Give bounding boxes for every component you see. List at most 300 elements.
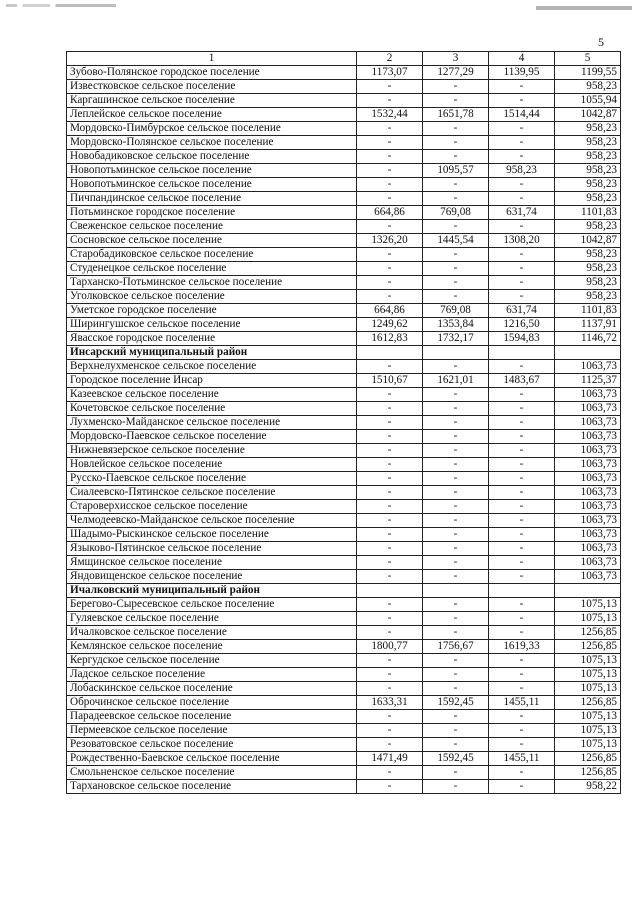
table-row	[67, 612, 621, 626]
value-col-5-cell: 1256,85	[555, 640, 621, 654]
value-col-5-cell: 1256,85	[555, 626, 621, 640]
value-col-3-cell: -	[423, 486, 489, 500]
value-col-4-cell: 1139,95	[489, 66, 555, 80]
value-col-5-cell: 1256,85	[555, 752, 621, 766]
value-col-5-cell: 1125,37	[555, 374, 621, 388]
value-col-4-cell: -	[489, 276, 555, 290]
settlement-name-cell: Языково-Пятинское сельское поселение	[67, 542, 357, 556]
settlement-name-cell: Явасское городское поселение	[67, 332, 357, 346]
value-col-3-cell: -	[423, 136, 489, 150]
value-col-3-cell: 769,08	[423, 206, 489, 220]
value-col-4-cell: -	[489, 178, 555, 192]
value-col-4-cell: -	[489, 598, 555, 612]
table-row	[67, 696, 621, 710]
table-row	[67, 430, 621, 444]
value-col-3-cell: 1353,84	[423, 318, 489, 332]
settlement-name-cell: Верхнелухменское сельское поселение	[67, 360, 357, 374]
value-col-5-cell: 1063,73	[555, 402, 621, 416]
table-row	[67, 178, 621, 192]
value-col-4-cell: -	[489, 402, 555, 416]
settlement-name-cell: Берегово-Сыресевское сельское поселение	[67, 598, 357, 612]
value-col-2-cell: 1612,83	[357, 332, 423, 346]
table-row	[67, 276, 621, 290]
value-col-4-cell: -	[489, 710, 555, 724]
table-row	[67, 444, 621, 458]
value-col-3-cell: -	[423, 402, 489, 416]
value-col-5-cell: 958,23	[555, 262, 621, 276]
value-col-3-cell: -	[423, 556, 489, 570]
value-col-4-cell	[489, 346, 555, 360]
value-col-3-cell: -	[423, 710, 489, 724]
value-col-5-cell: 1075,13	[555, 682, 621, 696]
header-col-1: 1	[67, 52, 357, 66]
settlement-name-cell: Сиалеевско-Пятинское сельское поселение	[67, 486, 357, 500]
value-col-5-cell: 1075,13	[555, 710, 621, 724]
value-col-4-cell: 958,23	[489, 164, 555, 178]
settlement-name-cell: Ичалковское сельское поселение	[67, 626, 357, 640]
value-col-4-cell: -	[489, 780, 555, 794]
value-col-4-cell: -	[489, 724, 555, 738]
settlement-name-cell: Кемлянское сельское поселение	[67, 640, 357, 654]
value-col-3-cell: -	[423, 220, 489, 234]
value-col-4-cell: -	[489, 388, 555, 402]
settlement-name-cell: Леплейское сельское поселение	[67, 108, 357, 122]
value-col-4-cell: -	[489, 290, 555, 304]
table-row	[67, 654, 621, 668]
table-row	[67, 626, 621, 640]
value-col-4-cell: -	[489, 668, 555, 682]
table-row	[67, 206, 621, 220]
table-row	[67, 752, 621, 766]
value-col-4-cell: -	[489, 262, 555, 276]
value-col-4-cell: 1619,33	[489, 640, 555, 654]
value-col-5-cell: 1063,73	[555, 388, 621, 402]
settlement-name-cell: Смольненское сельское поселение	[67, 766, 357, 780]
value-col-5-cell: 1199,55	[555, 66, 621, 80]
value-col-4-cell: -	[489, 570, 555, 584]
value-col-5-cell: 958,23	[555, 248, 621, 262]
table-row	[67, 332, 621, 346]
district-header-row	[67, 584, 621, 598]
table-row	[67, 192, 621, 206]
value-col-5-cell: 1075,13	[555, 724, 621, 738]
value-col-5-cell: 1063,73	[555, 430, 621, 444]
value-col-3-cell: -	[423, 416, 489, 430]
value-col-2-cell: 1249,62	[357, 318, 423, 332]
settlement-name-cell: Лухменско-Майданское сельское поселение	[67, 416, 357, 430]
table-row	[67, 598, 621, 612]
value-col-4-cell: 1308,20	[489, 234, 555, 248]
value-col-3-cell: -	[423, 80, 489, 94]
value-col-3-cell	[423, 346, 489, 360]
table-row	[67, 94, 621, 108]
table-row	[67, 108, 621, 122]
value-col-5-cell: 958,23	[555, 192, 621, 206]
header-col-3: 3	[423, 52, 489, 66]
value-col-4-cell: -	[489, 458, 555, 472]
value-col-5-cell: 1042,87	[555, 234, 621, 248]
value-col-3-cell: -	[423, 248, 489, 262]
value-col-3-cell: -	[423, 290, 489, 304]
value-col-5-cell: 1063,73	[555, 360, 621, 374]
value-col-3-cell: -	[423, 570, 489, 584]
value-col-5-cell: 1063,73	[555, 542, 621, 556]
table-row	[67, 136, 621, 150]
value-col-5-cell: 1063,73	[555, 458, 621, 472]
value-col-2-cell: -	[357, 402, 423, 416]
settlement-name-cell: Лобаскинское сельское поселение	[67, 682, 357, 696]
settlement-name-cell: Гуляевское сельское поселение	[67, 612, 357, 626]
value-col-3-cell: -	[423, 668, 489, 682]
value-col-4-cell: -	[489, 416, 555, 430]
settlement-name-cell: Городское поселение Инсар	[67, 374, 357, 388]
value-col-2-cell: 1471,49	[357, 752, 423, 766]
value-col-2-cell: -	[357, 766, 423, 780]
value-col-4-cell: -	[489, 220, 555, 234]
value-col-4-cell: -	[489, 136, 555, 150]
settlement-name-cell: Яндовищенское сельское поселение	[67, 570, 357, 584]
value-col-5-cell: 1075,13	[555, 738, 621, 752]
value-col-2-cell: -	[357, 360, 423, 374]
value-col-4-cell: -	[489, 248, 555, 262]
value-col-5-cell: 1101,83	[555, 206, 621, 220]
value-col-5-cell: 1063,73	[555, 500, 621, 514]
value-col-3-cell: -	[423, 514, 489, 528]
header-col-2: 2	[357, 52, 423, 66]
table-row	[67, 766, 621, 780]
value-col-3-cell: 1592,45	[423, 752, 489, 766]
value-col-2-cell: -	[357, 248, 423, 262]
value-col-3-cell: -	[423, 276, 489, 290]
value-col-3-cell: 1445,54	[423, 234, 489, 248]
table-row	[67, 122, 621, 136]
table-row	[67, 528, 621, 542]
table-row	[67, 66, 621, 80]
value-col-5-cell: 1063,73	[555, 472, 621, 486]
settlement-name-cell: Нижневязерское сельское поселение	[67, 444, 357, 458]
value-col-5-cell: 1256,85	[555, 696, 621, 710]
value-col-4-cell: -	[489, 122, 555, 136]
value-col-5-cell: 1075,13	[555, 668, 621, 682]
value-col-5-cell: 1063,73	[555, 444, 621, 458]
settlement-name-cell: Резоватовское сельское поселение	[67, 738, 357, 752]
header-col-5: 5	[555, 52, 621, 66]
settlement-name-cell: Ладское сельское поселение	[67, 668, 357, 682]
value-col-3-cell: -	[423, 388, 489, 402]
settlement-name-cell: Русско-Паевское сельское поселение	[67, 472, 357, 486]
value-col-3-cell: -	[423, 598, 489, 612]
value-col-2-cell: -	[357, 738, 423, 752]
settlement-name-cell: Старобадиковское сельское поселение	[67, 248, 357, 262]
value-col-4-cell: 1455,11	[489, 752, 555, 766]
value-col-3-cell: -	[423, 360, 489, 374]
value-col-2-cell: -	[357, 150, 423, 164]
value-col-4-cell: -	[489, 94, 555, 108]
page-number: 5	[598, 35, 604, 49]
value-col-2-cell: -	[357, 528, 423, 542]
value-col-4-cell: -	[489, 654, 555, 668]
value-col-5-cell: 958,23	[555, 80, 621, 94]
settlement-name-cell: Студенецкое сельское поселение	[67, 262, 357, 276]
settlement-name-cell: Тархановское сельское поселение	[67, 780, 357, 794]
value-col-4-cell: -	[489, 472, 555, 486]
value-col-5-cell: 958,23	[555, 290, 621, 304]
value-col-5-cell: 1063,73	[555, 416, 621, 430]
value-col-2-cell	[357, 584, 423, 598]
table-row	[67, 80, 621, 94]
table-header-row	[67, 52, 621, 66]
value-col-2-cell: 1532,44	[357, 108, 423, 122]
settlement-name-cell: Казеевское сельское поселение	[67, 388, 357, 402]
value-col-4-cell	[489, 584, 555, 598]
value-col-3-cell: -	[423, 430, 489, 444]
value-col-5-cell: 1063,73	[555, 514, 621, 528]
value-col-3-cell: 769,08	[423, 304, 489, 318]
table-row	[67, 374, 621, 388]
value-col-4-cell: 1455,11	[489, 696, 555, 710]
value-col-2-cell: -	[357, 80, 423, 94]
table-row	[67, 668, 621, 682]
value-col-3-cell: -	[423, 150, 489, 164]
value-col-5-cell: 1055,94	[555, 94, 621, 108]
value-col-2-cell: -	[357, 444, 423, 458]
value-col-4-cell: -	[489, 682, 555, 696]
value-col-2-cell: -	[357, 612, 423, 626]
value-col-5-cell: 958,23	[555, 220, 621, 234]
scan-artifact-right	[512, 6, 632, 10]
value-col-5-cell: 1256,85	[555, 766, 621, 780]
value-col-2-cell: 1800,77	[357, 640, 423, 654]
settlement-name-cell: Уголковское сельское поселение	[67, 290, 357, 304]
value-col-5-cell: 1063,73	[555, 556, 621, 570]
value-col-3-cell: -	[423, 262, 489, 276]
value-col-2-cell: -	[357, 136, 423, 150]
value-col-4-cell: -	[489, 192, 555, 206]
value-col-5-cell: 1075,13	[555, 654, 621, 668]
table-body	[67, 52, 621, 794]
table-row	[67, 500, 621, 514]
value-col-2-cell: 1633,31	[357, 696, 423, 710]
table-row	[67, 318, 621, 332]
settlement-name-cell: Оброчинское сельское поселение	[67, 696, 357, 710]
table-row	[67, 780, 621, 794]
table-row	[67, 556, 621, 570]
value-col-4-cell: -	[489, 150, 555, 164]
value-col-4-cell: -	[489, 766, 555, 780]
settlement-name-cell: Тарханско-Потьминское сельское поселение	[67, 276, 357, 290]
value-col-2-cell: -	[357, 122, 423, 136]
table-row	[67, 710, 621, 724]
value-col-5-cell: 958,23	[555, 122, 621, 136]
value-col-4-cell: -	[489, 486, 555, 500]
value-col-2-cell: 1173,07	[357, 66, 423, 80]
settlement-name-cell: Рождественно-Баевское сельское поселение	[67, 752, 357, 766]
table-row	[67, 640, 621, 654]
value-col-4-cell: 1514,44	[489, 108, 555, 122]
settlement-name-cell: Староверхисское сельское поселение	[67, 500, 357, 514]
table-row	[67, 360, 621, 374]
value-col-2-cell: -	[357, 430, 423, 444]
settlement-name-cell: Зубово-Полянское городское поселение	[67, 66, 357, 80]
value-col-5-cell	[555, 584, 621, 598]
value-col-3-cell: -	[423, 528, 489, 542]
value-col-3-cell: -	[423, 724, 489, 738]
table-row	[67, 542, 621, 556]
value-col-5-cell: 1137,91	[555, 318, 621, 332]
table-row	[67, 682, 621, 696]
value-col-4-cell: -	[489, 430, 555, 444]
value-col-5-cell: 958,23	[555, 136, 621, 150]
settlement-name-cell: Уметское городское поселение	[67, 304, 357, 318]
value-col-5-cell: 958,23	[555, 164, 621, 178]
value-col-5-cell: 1063,73	[555, 570, 621, 584]
settlement-name-cell: Ичалковский муниципальный район	[67, 584, 357, 598]
value-col-3-cell: -	[423, 178, 489, 192]
table-row	[67, 738, 621, 752]
settlement-name-cell: Мордовско-Паевское сельское поселение	[67, 430, 357, 444]
value-col-3-cell	[423, 584, 489, 598]
value-col-2-cell: -	[357, 276, 423, 290]
value-col-2-cell: -	[357, 486, 423, 500]
value-col-2-cell: 664,86	[357, 304, 423, 318]
header-col-4: 4	[489, 52, 555, 66]
value-col-4-cell: -	[489, 612, 555, 626]
settlement-name-cell: Кочетовское сельское поселение	[67, 402, 357, 416]
value-col-3-cell: 1095,57	[423, 164, 489, 178]
table-row	[67, 220, 621, 234]
value-col-3-cell: -	[423, 94, 489, 108]
value-col-5-cell: 958,22	[555, 780, 621, 794]
value-col-2-cell: -	[357, 416, 423, 430]
value-col-4-cell: 631,74	[489, 206, 555, 220]
value-col-5-cell: 958,23	[555, 276, 621, 290]
value-col-2-cell: -	[357, 290, 423, 304]
value-col-4-cell: -	[489, 500, 555, 514]
table-row	[67, 234, 621, 248]
table-row	[67, 388, 621, 402]
value-col-3-cell: 1592,45	[423, 696, 489, 710]
value-col-3-cell: -	[423, 780, 489, 794]
value-col-3-cell: -	[423, 738, 489, 752]
value-col-2-cell: -	[357, 514, 423, 528]
table-row	[67, 164, 621, 178]
table-row	[67, 724, 621, 738]
settlement-name-cell: Свеженское сельское поселение	[67, 220, 357, 234]
table-row	[67, 402, 621, 416]
value-col-2-cell: -	[357, 626, 423, 640]
value-col-2-cell: -	[357, 598, 423, 612]
settlement-name-cell: Потьминское городское поселение	[67, 206, 357, 220]
value-col-2-cell: -	[357, 94, 423, 108]
value-col-5-cell: 1146,72	[555, 332, 621, 346]
value-col-5-cell: 1075,13	[555, 612, 621, 626]
value-col-4-cell: -	[489, 528, 555, 542]
value-col-3-cell: -	[423, 458, 489, 472]
settlement-name-cell: Мордовско-Пимбурское сельское поселение	[67, 122, 357, 136]
table-row	[67, 486, 621, 500]
table-row	[67, 416, 621, 430]
value-col-2-cell: -	[357, 220, 423, 234]
table-row	[67, 248, 621, 262]
settlement-name-cell: Новобадиковское сельское поселение	[67, 150, 357, 164]
value-col-5-cell: 1063,73	[555, 528, 621, 542]
table-row	[67, 458, 621, 472]
table-row	[67, 570, 621, 584]
value-col-2-cell: -	[357, 724, 423, 738]
tariff-table	[66, 51, 621, 794]
value-col-3-cell: 1621,01	[423, 374, 489, 388]
value-col-4-cell: 1483,67	[489, 374, 555, 388]
value-col-5-cell: 958,23	[555, 150, 621, 164]
settlement-name-cell: Ямщинское сельское поселение	[67, 556, 357, 570]
value-col-5-cell: 1075,13	[555, 598, 621, 612]
value-col-2-cell: -	[357, 542, 423, 556]
value-col-3-cell: 1277,29	[423, 66, 489, 80]
settlement-name-cell: Ширингушское сельское поселение	[67, 318, 357, 332]
value-col-4-cell: -	[489, 626, 555, 640]
value-col-3-cell: -	[423, 500, 489, 514]
value-col-4-cell: -	[489, 556, 555, 570]
scan-artifact-left	[6, 4, 116, 7]
value-col-4-cell: -	[489, 444, 555, 458]
settlement-name-cell: Челмодеевско-Майданское сельское поселение	[67, 514, 357, 528]
value-col-3-cell: -	[423, 444, 489, 458]
value-col-3-cell: -	[423, 612, 489, 626]
value-col-2-cell: -	[357, 388, 423, 402]
settlement-name-cell: Известковское сельское поселение	[67, 80, 357, 94]
value-col-5-cell: 1101,83	[555, 304, 621, 318]
settlement-name-cell: Новопотьминское сельское поселение	[67, 164, 357, 178]
settlement-name-cell: Сосновское сельское поселение	[67, 234, 357, 248]
settlement-name-cell: Новопотьминское сельское поселение	[67, 178, 357, 192]
value-col-4-cell: 631,74	[489, 304, 555, 318]
value-col-4-cell: -	[489, 514, 555, 528]
settlement-name-cell: Каргашинское сельское поселение	[67, 94, 357, 108]
value-col-2-cell: -	[357, 458, 423, 472]
value-col-3-cell: -	[423, 654, 489, 668]
value-col-2-cell: -	[357, 570, 423, 584]
value-col-3-cell: 1756,67	[423, 640, 489, 654]
value-col-2-cell	[357, 346, 423, 360]
value-col-4-cell: -	[489, 542, 555, 556]
value-col-2-cell: -	[357, 668, 423, 682]
value-col-2-cell: 664,86	[357, 206, 423, 220]
table-row	[67, 150, 621, 164]
value-col-2-cell: 1510,67	[357, 374, 423, 388]
value-col-4-cell: -	[489, 80, 555, 94]
value-col-2-cell: -	[357, 262, 423, 276]
settlement-name-cell: Новлейское сельское поселение	[67, 458, 357, 472]
value-col-2-cell: 1326,20	[357, 234, 423, 248]
value-col-4-cell: 1594,83	[489, 332, 555, 346]
value-col-2-cell: -	[357, 472, 423, 486]
settlement-name-cell: Инсарский муниципальный район	[67, 346, 357, 360]
value-col-5-cell: 1063,73	[555, 486, 621, 500]
value-col-2-cell: -	[357, 500, 423, 514]
table-row	[67, 290, 621, 304]
value-col-4-cell: -	[489, 360, 555, 374]
value-col-2-cell: -	[357, 780, 423, 794]
value-col-3-cell: -	[423, 682, 489, 696]
table-row	[67, 472, 621, 486]
value-col-2-cell: -	[357, 710, 423, 724]
district-header-row	[67, 346, 621, 360]
value-col-3-cell: -	[423, 192, 489, 206]
settlement-name-cell: Кергудское сельское поселение	[67, 654, 357, 668]
settlement-name-cell: Парадеевское сельское поселение	[67, 710, 357, 724]
value-col-2-cell: -	[357, 654, 423, 668]
value-col-5-cell: 958,23	[555, 178, 621, 192]
